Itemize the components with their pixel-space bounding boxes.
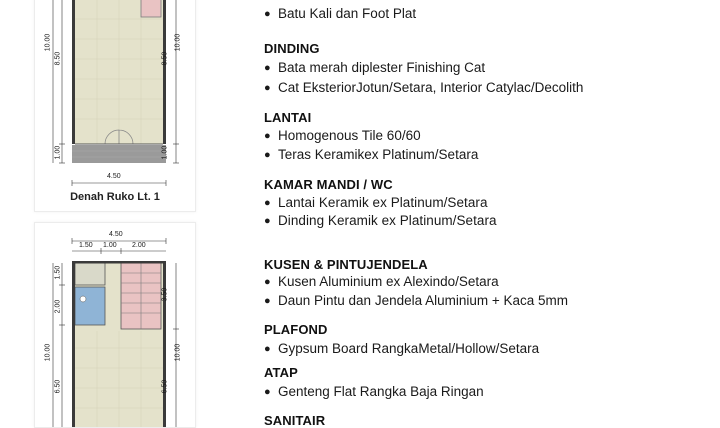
dim-left-a: 1.50: [54, 265, 62, 280]
dim-top-c: 2.00: [132, 242, 146, 249]
dim-top-b: 1.00: [103, 242, 117, 249]
spec-plafond-title: PLAFOND: [264, 322, 328, 337]
spec-lantai-item-0: ● Homogenous Tile 60/60: [264, 128, 421, 143]
spec-kamar-mandi-item-0: ● Lantai Keramik ex Platinum/Setara: [264, 195, 488, 210]
wall-left: [72, 261, 75, 427]
terrace: [72, 145, 169, 163]
floor-plan-lt2-drawing: [35, 223, 195, 427]
dim-right-front: 1.00: [161, 145, 169, 160]
wall-left: [72, 0, 75, 144]
spec-lantai-item-1: ● Teras Keramikex Platinum/Setara: [264, 147, 479, 162]
bullet-icon: ●: [264, 130, 271, 142]
floor-plan-card-lt2: [34, 222, 196, 428]
spec-sanitair-title: SANITAIR: [264, 413, 326, 428]
dim-left-total: 10.00: [44, 343, 52, 362]
bathroom: [75, 287, 105, 325]
spec-pondasi-item-0: ● Batu Kali dan Foot Plat: [264, 6, 417, 21]
bullet-icon: ●: [264, 197, 271, 209]
spec-dinding-item-0: ● Bata merah diplester Finishing Cat: [264, 60, 486, 75]
plan-title-lt1: Denah Ruko Lt. 1: [70, 191, 160, 203]
dim-left-main: 8.50: [54, 51, 62, 66]
dim-right-main: 8.50: [161, 51, 169, 66]
dim-left-total: 10.00: [44, 33, 52, 52]
dim-width: 4.50: [107, 173, 121, 180]
dim-right-stair: 3.50: [161, 287, 169, 302]
bullet-icon: ●: [264, 295, 271, 307]
spec-lantai-title: LANTAI: [264, 110, 312, 125]
floor-plan-card-lt1: [34, 0, 196, 212]
spec-atap-title: ATAP: [264, 365, 298, 380]
bullet-icon: ●: [264, 62, 271, 74]
stair-edge: [141, 0, 161, 17]
dim-top-a: 1.50: [79, 242, 93, 249]
dim-right-main: 6.50: [161, 379, 169, 394]
bullet-icon: ●: [264, 215, 271, 227]
spec-kamar-mandi-item-1: ● Dinding Keramik ex Platinum/Setara: [264, 213, 497, 228]
spec-plafond-item-0: ● Gypsum Board RangkaMetal/Hollow/Setara: [264, 341, 540, 356]
bullet-icon: ●: [264, 386, 271, 398]
wall-top: [72, 261, 166, 264]
dim-top-total: 4.50: [109, 231, 123, 238]
bullet-icon: ●: [264, 8, 271, 20]
spec-atap-item-0: ● Genteng Flat Rangka Baja Ringan: [264, 384, 484, 399]
spec-kusen-item-1: ● Daun Pintu dan Jendela Aluminium + Kaca 5mm: [264, 293, 569, 308]
spec-kamar-mandi-title: KAMAR MANDI / WC: [264, 177, 393, 192]
dim-right-total: 10.00: [174, 343, 182, 362]
dim-left-front: 1.00: [54, 145, 62, 160]
spec-kusen-title: KUSEN & PINTUJENDELA: [264, 257, 428, 272]
spec-dinding-title: DINDING: [264, 41, 320, 56]
dim-left-b: 2.00: [54, 299, 62, 314]
dim-right-total: 10.00: [174, 33, 182, 52]
bullet-icon: ●: [264, 276, 271, 288]
bullet-icon: ●: [264, 149, 271, 161]
dim-left-main: 6.50: [54, 379, 62, 394]
bullet-icon: ●: [264, 343, 271, 355]
toilet-symbol: [80, 296, 86, 302]
spec-kusen-item-0: ● Kusen Aluminium ex Alexindo/Setara: [264, 274, 499, 289]
spec-dinding-item-1: ● Cat EksteriorJotun/Setara, Interior Catylac/Decolith: [264, 80, 584, 95]
bullet-icon: ●: [264, 82, 271, 94]
service-room: [75, 263, 105, 285]
